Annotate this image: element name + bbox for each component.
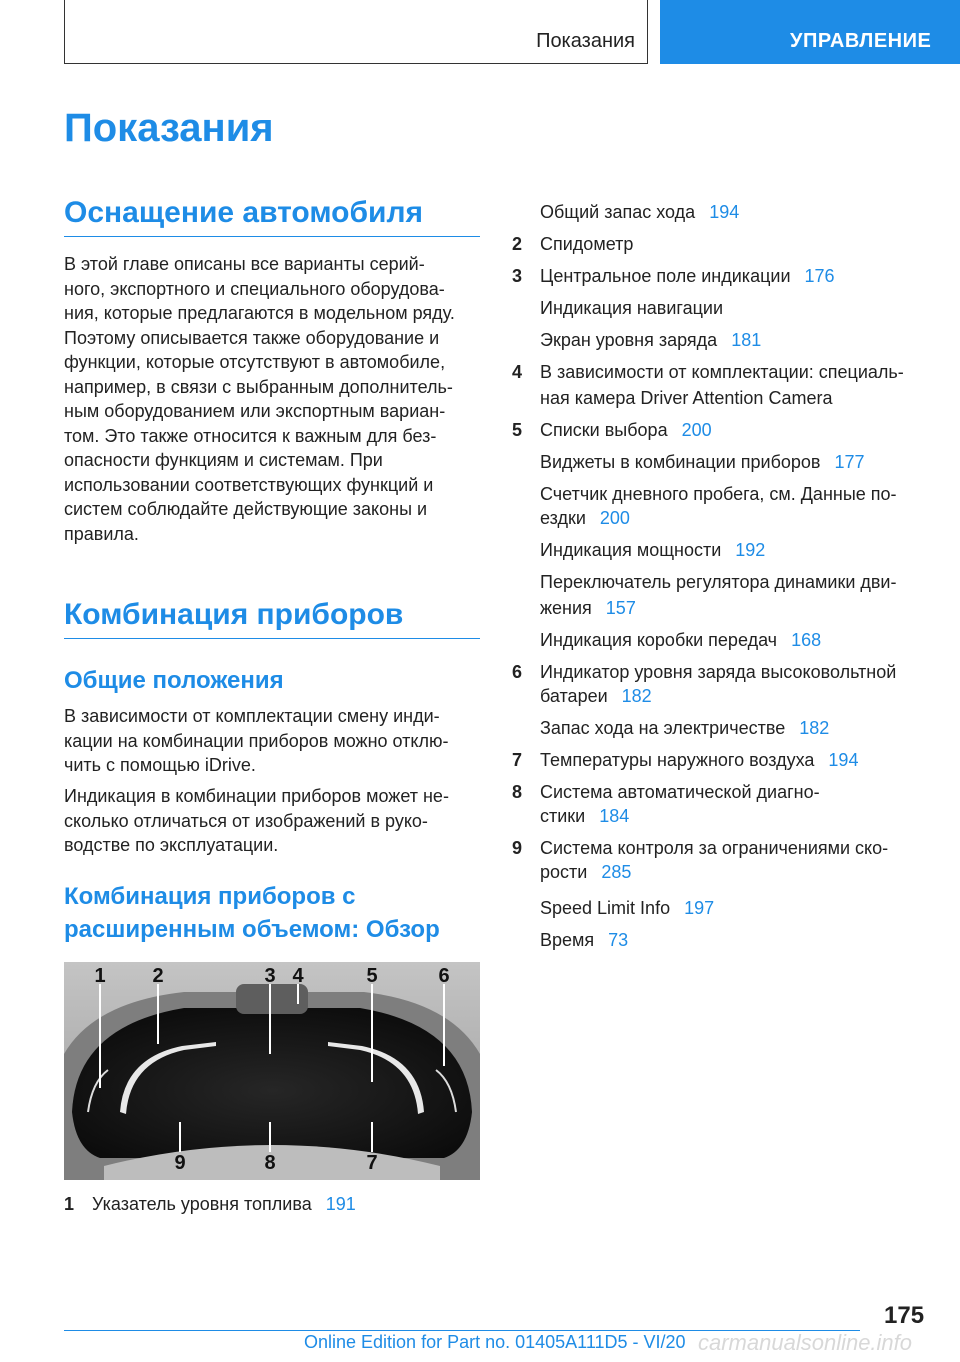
general-paragraph-1 — [64, 704, 482, 778]
text-line: Индикация в комбинации приборов может не- — [64, 786, 449, 806]
heading-rule — [64, 638, 480, 639]
legend-number: 3 — [512, 266, 523, 286]
subheading-general: Общие положения — [64, 667, 284, 694]
legend-text: батареи — [540, 686, 608, 706]
header-section-box — [64, 0, 648, 64]
text-line: ным оборудованием или экспортным вариан- — [64, 401, 446, 421]
legend-text: ная камера Driver Attention Camera — [540, 388, 833, 408]
legend-text: Виджеты в комбинации приборов — [540, 452, 821, 472]
page-reference-link[interactable]: 182 — [799, 718, 830, 738]
page-reference-link[interactable]: 197 — [684, 898, 715, 918]
page-reference-link[interactable]: 192 — [735, 540, 766, 560]
text-line: использовании соответствующих функций и — [64, 474, 434, 495]
page-reference-link[interactable]: 73 — [608, 930, 629, 950]
legend-text: Запас хода на электричестве — [540, 718, 786, 738]
page-reference-link[interactable]: 184 — [599, 806, 630, 826]
legend-text: Speed Limit Info — [540, 898, 671, 918]
legend-text: Общий запас хода — [540, 202, 696, 222]
text-line: В зависимости от комплектации смену инди- — [64, 706, 440, 726]
page-reference-link[interactable]: 182 — [621, 686, 652, 706]
heading-rule — [64, 236, 480, 237]
page-reference-link[interactable]: 194 — [709, 202, 740, 222]
instrument-cluster-figure — [64, 962, 480, 1180]
legend-entry — [64, 1190, 356, 1219]
legend-entry — [540, 626, 821, 655]
legend-entry — [512, 416, 712, 445]
callout-1: 1 — [94, 965, 106, 987]
page-reference-link[interactable]: 200 — [599, 508, 630, 528]
general-paragraph-2 — [64, 784, 482, 858]
legend-entry — [540, 926, 628, 955]
text-line: правила. — [64, 523, 139, 544]
callout-4: 4 — [292, 965, 304, 987]
legend-text: Счетчик дневного пробега, см. Данные по- — [540, 484, 897, 504]
legend-number: 6 — [512, 662, 523, 682]
callout-6: 6 — [438, 965, 450, 987]
legend-entry — [540, 714, 829, 743]
callout-5: 5 — [366, 965, 378, 987]
text-line: например, в связи с выбранным дополнитель- — [64, 376, 453, 397]
legend-text: Указатель уровня топлива — [92, 1194, 312, 1214]
legend-text: Списки выбора — [540, 420, 668, 440]
legend-text: Спидометр — [540, 234, 634, 254]
text-line: функции, которые отсутствуют в автомобиле, — [64, 352, 446, 372]
legend-entry — [512, 230, 647, 259]
text-line: кации на комбинации приборов можно отклю- — [64, 730, 449, 751]
legend-entry — [540, 294, 737, 323]
text-line: ния, которые предлагаются в модельном ряду. — [64, 303, 455, 323]
text-line: том. Это также относится к важным для без- — [64, 425, 437, 446]
legend-number: 2 — [512, 234, 523, 254]
text-line: ного, экспортного и специального оборудова- — [64, 278, 445, 299]
header-chapter-tab[interactable] — [660, 0, 960, 64]
legend-entry — [512, 746, 859, 775]
legend-entry — [540, 802, 629, 831]
legend-text: Индикатор уровня заряда высоковольтной — [540, 662, 897, 682]
callout-3: 3 — [264, 965, 276, 987]
legend-entry — [540, 504, 630, 533]
header-chapter: УПРАВЛЕНИЕ — [790, 30, 932, 52]
text-line: водстве по эксплуатации. — [64, 835, 279, 855]
legend-entry — [540, 894, 714, 923]
text-line: опасности функциям и системам. При — [64, 450, 383, 470]
legend-text: жения — [540, 598, 592, 618]
page-number: 175 — [884, 1302, 925, 1329]
callout-9: 9 — [174, 1152, 186, 1174]
legend-text: рости — [540, 862, 588, 882]
footer-edition: Online Edition for Part no. 01405A111D5 - VI/20 — [304, 1332, 686, 1352]
text-line: Поэтому описывается также оборудование и — [64, 327, 440, 348]
legend-entry — [512, 358, 918, 387]
legend-text: Время — [540, 930, 595, 950]
callout-7: 7 — [366, 1152, 378, 1174]
page-reference-link[interactable]: 285 — [601, 862, 632, 882]
legend-entry — [512, 262, 835, 291]
heading-equipment: Оснащение автомобиля — [64, 196, 424, 229]
page-reference-link[interactable]: 191 — [325, 1194, 356, 1214]
text-line: сколько отличаться от изображений в руко- — [64, 810, 428, 831]
legend-text: Индикация коробки передач — [540, 630, 778, 650]
page-reference-link[interactable]: 168 — [791, 630, 822, 650]
subheading-overview — [64, 880, 440, 946]
page-reference-link[interactable]: 157 — [605, 598, 636, 618]
legend-text: Индикация навигации — [540, 298, 723, 318]
legend-entry — [540, 594, 636, 623]
text-line: В этой главе описаны все варианты серий- — [64, 254, 425, 274]
legend-number: 1 — [64, 1194, 75, 1214]
legend-text: В зависимости от комплектации: специаль- — [540, 362, 904, 382]
page-title: Показания — [64, 106, 274, 150]
text-line: чить с помощью iDrive. — [64, 755, 256, 775]
legend-number: 7 — [512, 750, 523, 770]
subheading-overview-line-1: Комбинация приборов с — [64, 883, 356, 910]
legend-entry — [540, 326, 761, 355]
legend-entry — [540, 536, 765, 565]
heading-cluster: Комбинация приборов — [64, 598, 404, 631]
text-line: систем соблюдайте действующие законы и — [64, 499, 428, 519]
page-reference-link[interactable]: 181 — [731, 330, 762, 350]
subheading-overview-line-2: расширенным объемом: Обзор — [64, 916, 440, 943]
legend-text: Экран уровня заряда — [540, 330, 718, 350]
header-section: Показания — [536, 30, 635, 52]
legend-entry — [540, 448, 865, 477]
legend-entry — [540, 384, 846, 413]
page-reference-link[interactable]: 200 — [681, 420, 712, 440]
callout-8: 8 — [264, 1152, 276, 1174]
legend-entry — [540, 682, 652, 711]
legend-number: 5 — [512, 420, 523, 440]
legend-number: 8 — [512, 782, 523, 802]
legend-entry — [540, 568, 910, 597]
legend-text: Центральное поле индикации — [540, 266, 791, 286]
legend-text: Индикация мощности — [540, 540, 722, 560]
legend-text: Система контроля за ограничениями ско- — [540, 838, 889, 858]
legend-text: стики — [540, 806, 586, 826]
legend-entry — [540, 858, 631, 887]
legend-text: ездки — [540, 508, 586, 528]
legend-number: 9 — [512, 838, 523, 858]
equipment-paragraph — [64, 252, 482, 546]
watermark: carmanualsonline.info — [698, 1330, 913, 1355]
legend-text: Температуры наружного воздуха — [540, 750, 815, 770]
legend-text: Система автоматической диагно- — [540, 782, 820, 802]
legend-number: 4 — [512, 362, 523, 382]
page-reference-link[interactable]: 176 — [804, 266, 835, 286]
callout-2: 2 — [152, 965, 164, 987]
legend-entry — [540, 198, 739, 227]
page-reference-link[interactable]: 194 — [828, 750, 859, 770]
page-reference-link[interactable]: 177 — [834, 452, 865, 472]
legend-text: Переключатель регулятора динамики дви- — [540, 572, 897, 592]
